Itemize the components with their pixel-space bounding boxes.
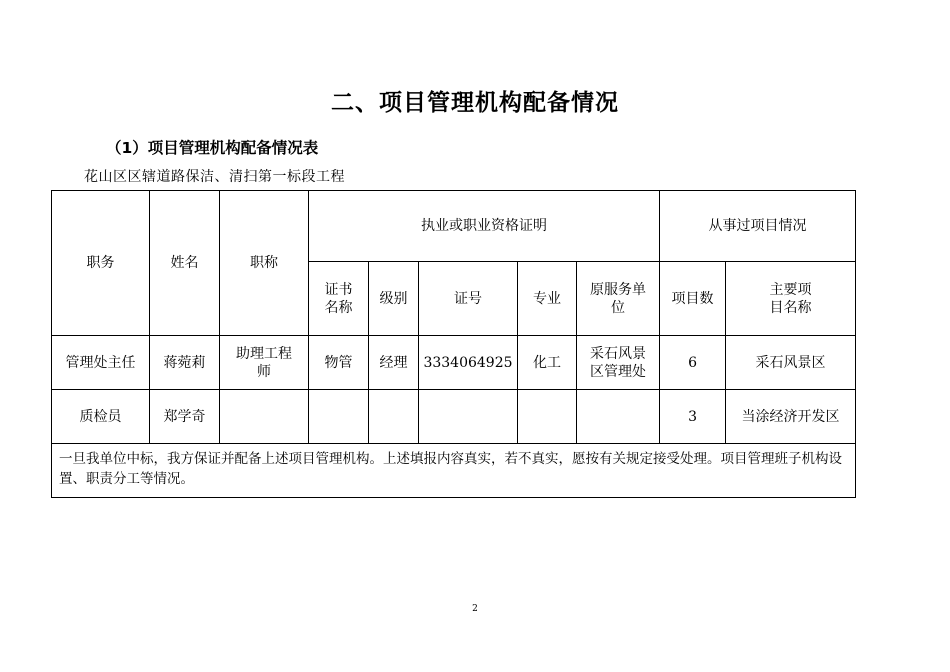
- header-name: 姓名: [150, 191, 220, 336]
- cell-cert-no: 3334064925: [419, 336, 518, 390]
- page-number: 2: [472, 604, 478, 614]
- cell-level: [369, 390, 419, 444]
- cell-major: 化工: [518, 336, 577, 390]
- cell-former-unit: [577, 336, 660, 390]
- header-former-unit-text: 原服务单位: [590, 281, 646, 316]
- header-major: 专业: [518, 262, 577, 336]
- cell-main-projects: 采石风景区: [726, 336, 856, 390]
- header-main-projects-text: 主要项目名称: [769, 281, 812, 316]
- table-row: [52, 390, 856, 444]
- project-name: 花山区区辖道路保洁、清扫第一标段工程: [84, 169, 345, 185]
- staffing-table: [51, 190, 856, 498]
- header-position: 职务: [52, 191, 150, 336]
- section-subtitle: （1）项目管理机构配备情况表: [106, 139, 319, 157]
- cell-name: 郑学奇: [150, 390, 220, 444]
- cell-cert-name: 物管: [309, 336, 369, 390]
- header-project-count: 项目数: [660, 262, 726, 336]
- header-cert-name: [309, 262, 369, 336]
- cell-project-count: 3: [660, 390, 726, 444]
- cell-position: 管理处主任: [52, 336, 150, 390]
- commitment-note: 一旦我单位中标，我方保证并配备上述项目管理机构。上述填报内容真实，若不真实，愿按有关规定接受处理。项目管理班子机构设置、职责分工等情况。: [52, 444, 856, 498]
- cell-former-unit-text: 采石风景区管理处: [590, 345, 646, 380]
- header-cert-group: 执业或职业资格证明: [309, 191, 660, 262]
- cell-level: 经理: [369, 336, 419, 390]
- cell-major: [518, 390, 577, 444]
- header-main-projects: [726, 262, 856, 336]
- header-former-unit: [577, 262, 660, 336]
- cell-project-count: 6: [660, 336, 726, 390]
- cell-name: 蒋菀莉: [150, 336, 220, 390]
- header-cert-name-text: 证书名称: [324, 281, 353, 316]
- header-title: 职称: [220, 191, 309, 336]
- cell-title-text: 助理工程师: [235, 345, 292, 380]
- cell-main-projects: 当涂经济开发区: [726, 390, 856, 444]
- note-row: [52, 444, 856, 498]
- cell-position: 质检员: [52, 390, 150, 444]
- cell-title: [220, 336, 309, 390]
- cell-cert-no: [419, 390, 518, 444]
- cell-former-unit: [577, 390, 660, 444]
- header-experience-group: 从事过项目情况: [660, 191, 856, 262]
- cell-title: [220, 390, 309, 444]
- header-cert-no: 证号: [419, 262, 518, 336]
- page-title: 二、项目管理机构配备情况: [331, 90, 619, 116]
- header-level: 级别: [369, 262, 419, 336]
- header-row-1: [52, 191, 856, 262]
- table-row: [52, 336, 856, 390]
- cell-cert-name: [309, 390, 369, 444]
